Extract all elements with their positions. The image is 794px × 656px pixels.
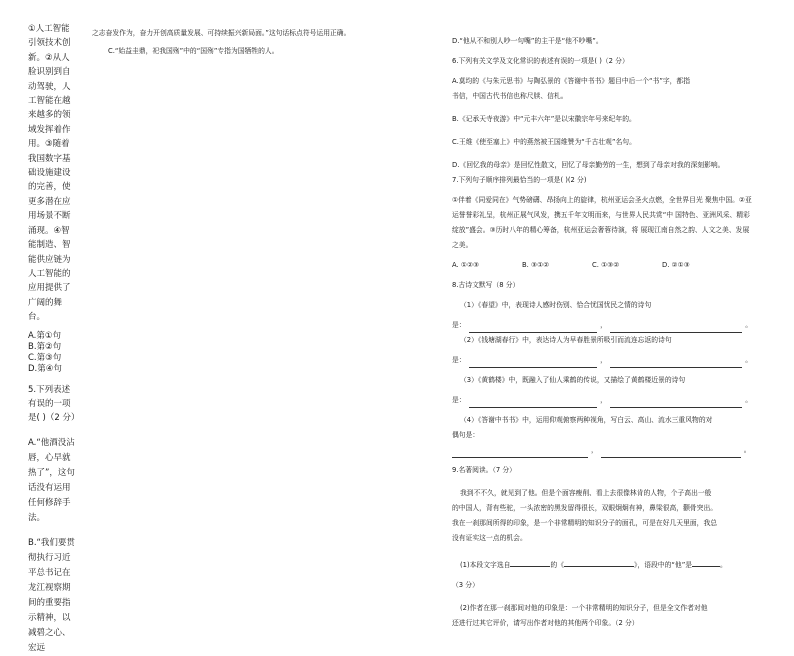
blank[interactable] [610, 399, 742, 408]
q7-passage: ①伴着《同爱同在》气势磅礴、昂扬向上的旋律，杭州亚运会圣火点燃，全世界目光 聚焦中国。②亚运誉誉彩礼呈，杭州正展气风发，携五千年文明而来，与世界人民共赏“中 国特色、亚洲风采、精彩绽放”盛会。③历时八年的精心筹备，杭州亚运会奢蓉待演，将 展现江南自然之韵、人文之美、发展之美。 [452, 196, 752, 249]
q8-4-answer [452, 443, 752, 458]
period: 。 [743, 446, 751, 454]
q9-passage-1: 我到不不久，就见到了他。但是个面容瘦削、看上去很像林肯的人物，个子高出一般 [460, 489, 712, 497]
blank-book[interactable] [564, 559, 634, 567]
q8-1: （1）《春望》中，表现诗人感时伤别、恰合忧国忧民之情的诗句 [460, 301, 652, 309]
q5-b-continued: 之志奋发作为，奋力开创高质量发展、可持续振兴新局面。”这句话标点符号运用正确。 [92, 29, 351, 37]
blank-author[interactable] [510, 559, 550, 567]
q5-option-a: A.“他酒没沾唇，心早就热了”，这句话没有运用任何修辞手法。 [28, 437, 75, 523]
period: 。 [745, 321, 752, 329]
blank[interactable] [469, 359, 598, 368]
label-shi: 是： [452, 356, 466, 364]
q8-4-cont: 偶句是： [452, 431, 480, 439]
q9-2-cont: 还进行过其它评价，请写出作者对他的其他两个印象。（2 分） [452, 619, 639, 627]
q6-option-b: B.《记承天寺夜游》中“元丰六年”是以宋徽宗年号来纪年的。 [452, 115, 636, 123]
q7-option-b: B. ③①② [522, 261, 550, 269]
comma: ， [600, 321, 607, 329]
blank[interactable] [610, 359, 742, 368]
right-column [452, 34, 752, 631]
blank[interactable] [601, 449, 741, 458]
left-column [28, 22, 78, 656]
blank-person[interactable] [692, 559, 720, 567]
option-a: A.第①句 [28, 330, 61, 341]
q9-passage-4: 没有证实这一点的机会。 [452, 534, 527, 542]
q9-1-score: （3 分） [452, 581, 479, 589]
q7-option-a: A. ①②③ [452, 261, 480, 269]
blank[interactable] [452, 449, 588, 458]
label-shi: 是： [452, 396, 466, 404]
q6-option-d: D.《回忆我的母亲》是回忆性散文，回忆了母亲勤劳的一生，想到了母亲对我的深刻影响。 [452, 161, 725, 169]
q8-2-answer [452, 353, 752, 368]
q7-option-d: D. ②①③ [662, 261, 690, 269]
q9-2: (2)作者在那一刹那间对他的印象是：一个非常精明的知识分子，但是全文作者对他 [460, 604, 708, 612]
q9-1-a: (1)本段文字选自 [460, 561, 511, 569]
q7-option-c: C. ①③② [592, 261, 620, 269]
q8-3-answer [452, 393, 752, 408]
q8-1-answer [452, 318, 752, 333]
q4-options [28, 331, 78, 375]
period: 。 [745, 356, 752, 364]
option-c: C.第③句 [28, 352, 62, 363]
q8-4: （4）《答谢中书书》中，运用仰观俯察两种视角，写白云、高山、流水三重风物的对 [460, 416, 713, 424]
q9-passage-2: 的中国人，背有些驼，一头浓密的黑发留得很长，双眼炯炯有神，鼻梁很高，颧骨突出。 [452, 504, 718, 512]
q9-1-b: 的《 [550, 561, 565, 569]
q7-options [452, 258, 752, 273]
blank[interactable] [469, 324, 598, 333]
q5-option-b: B.“我们要贯彻执行习近平总书记在龙江视察期间的重要指示精神，以减碧之心、宏远 [28, 537, 75, 653]
q8-2: （2）《钱塘湖春行》中，表达诗人为早春胜景所吸引而流连忘返的诗句 [460, 336, 672, 344]
question-5: 5.下列表述有误的一项是( )（2 分） [28, 384, 80, 424]
comma: ， [600, 396, 607, 404]
blank[interactable] [469, 399, 598, 408]
comma: ， [591, 446, 598, 454]
question-6: 6.下列有关文学及文化常识的表述有误的一项是( )（2 分） [452, 57, 629, 65]
period: 。 [745, 396, 752, 404]
comma: ， [600, 356, 607, 364]
q5-option-c: C.“始益圭鼎，祀我国殇”中的“国殇”专指为国牺牲的人。 [108, 47, 279, 55]
q9-1-d: 。 [720, 561, 727, 569]
q5-option-d: D.“他从不和别人吵一句嘴”的主干是“他不吵嘴”。 [452, 37, 603, 45]
middle-column [92, 24, 392, 60]
passage-text: ①人工智能引领技术创新。②从人脸识别到自动驾驶，人工智能在越来越多的领域发挥着作用。③随着我国数字基础设施建设的完善，使更多潜在应用场景不断涌现。④智能制造、智能供应链为人工智能的应用提供了广阔的舞台。 [28, 24, 71, 323]
q9-1 [452, 558, 752, 573]
question-8: 8.古诗文默写（8 分） [452, 281, 520, 289]
blank[interactable] [610, 324, 742, 333]
q6-option-c: C.王维《使至塞上》中的燕然被王国维赞为“千古壮观”名句。 [452, 138, 636, 146]
question-7: 7.下列句子顺序排列最恰当的一项是( )(2 分) [452, 176, 587, 184]
q6-option-a-cont: 书信，中国古代书信也称尺牍、信札。 [452, 92, 568, 100]
label-shi: 是： [452, 321, 466, 329]
q9-passage-3: 我在一刹那间所得的印象，是一个非常精明的知识分子的面孔，可是在好几天里面，我总 [452, 519, 718, 527]
option-d: D.第④句 [28, 363, 62, 374]
q9-1-c: 》，语段中的“他”是 [634, 561, 693, 569]
question-9: 9.名著阅读。（7 分） [452, 466, 516, 474]
option-b: B.第②句 [28, 341, 62, 352]
q8-3: （3）《黄鹤楼》中，既融入了仙人乘鹤的传说，又描绘了黄鹤楼近景的诗句 [460, 376, 686, 384]
q6-option-a: A.莫均的《与朱元思书》与陶弘景的《答谢中书书》题目中后一个“书”字，都指 [452, 77, 691, 85]
